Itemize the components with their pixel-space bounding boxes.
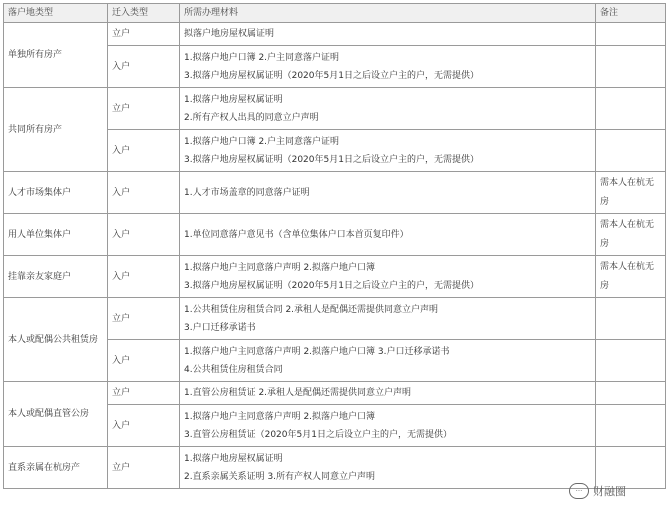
materials-cell (180, 382, 596, 405)
material-line: 1.拟落户地户主同意落户声明 2.拟落户地户口簿 (184, 262, 376, 273)
note-cell (596, 88, 666, 130)
material-line: 1.拟落户地房屋权属证明 (184, 453, 283, 464)
note-cell (596, 130, 666, 172)
move-type-cell: 立户 (108, 88, 180, 130)
material-line: 1.公共租赁住房租赁合同 2.承租人是配偶还需提供同意立户声明 (184, 304, 439, 315)
note-cell (596, 172, 666, 214)
note-cell (596, 23, 666, 46)
header-row (4, 4, 666, 23)
note-cell (596, 214, 666, 256)
settlement-type-cell: 人才市场集体户 (4, 172, 108, 214)
settlement-type-cell: 直系亲属在杭房产 (4, 447, 108, 489)
move-type-cell: 立户 (108, 382, 180, 405)
materials-cell (180, 172, 596, 214)
table-row (4, 88, 666, 130)
note-cell (596, 46, 666, 88)
materials-cell (180, 23, 596, 46)
material-line: 3.拟落户地房屋权属证明（2020年5月1日之后设立户主的户，无需提供） (184, 154, 479, 165)
material-line: 3.直管公房租赁证（2020年5月1日之后设立户主的户，无需提供） (184, 429, 452, 440)
note-cell (596, 256, 666, 298)
table-row (4, 256, 666, 298)
material-line: 1.人才市场盖章的同意落户证明 (184, 187, 310, 198)
watermark (569, 483, 626, 499)
note-line: 房 (600, 280, 610, 291)
header-move-type: 迁入类型 (108, 4, 180, 23)
table-row (4, 214, 666, 256)
material-line: 3.户口迁移承诺书 (184, 322, 256, 333)
move-type-cell: 入户 (108, 214, 180, 256)
table-row (4, 382, 666, 405)
settlement-type-cell: 用人单位集体户 (4, 214, 108, 256)
materials-cell (180, 298, 596, 340)
note-cell (596, 298, 666, 340)
note-cell (596, 382, 666, 405)
wechat-bubble-icon: ··· (569, 483, 589, 499)
move-type-cell: 入户 (108, 130, 180, 172)
move-type-cell: 入户 (108, 172, 180, 214)
move-type-cell: 入户 (108, 256, 180, 298)
header-materials: 所需办理材料 (180, 4, 596, 23)
materials-cell (180, 214, 596, 256)
move-type-cell: 立户 (108, 447, 180, 489)
material-line: 1.拟落户地户主同意落户声明 2.拟落户地户口簿 3.户口迁移承诺书 (184, 346, 450, 357)
settlement-type-cell: 本人或配偶直管公房 (4, 382, 108, 447)
note-line: 需本人在杭无 (600, 219, 655, 230)
note-cell (596, 340, 666, 382)
materials-cell (180, 46, 596, 88)
move-type-cell: 立户 (108, 23, 180, 46)
table-row (4, 172, 666, 214)
settlement-type-cell: 本人或配偶公共租赁房 (4, 298, 108, 382)
material-line: 1.直管公房租赁证 2.承租人是配偶还需提供同意立户声明 (184, 388, 412, 398)
materials-cell (180, 88, 596, 130)
table-row (4, 447, 666, 489)
material-line: 2.所有产权人出具的同意立户声明 (184, 112, 319, 123)
materials-cell (180, 340, 596, 382)
note-line: 房 (600, 238, 610, 249)
note-line: 房 (600, 196, 610, 207)
material-line: 3.拟落户地房屋权属证明（2020年5月1日之后设立户主的户，无需提供） (184, 280, 479, 291)
material-line: 1.单位同意落户意见书（含单位集体户口本首页复印件） (184, 229, 409, 240)
material-line: 1.拟落户地户口簿 2.户主同意落户证明 (184, 136, 340, 147)
move-type-cell: 入户 (108, 340, 180, 382)
material-line: 1.拟落户地房屋权属证明 (184, 94, 283, 105)
material-line: 1.拟落户地户主同意落户声明 2.拟落户地户口簿 (184, 411, 376, 422)
table-row (4, 298, 666, 340)
materials-cell (180, 256, 596, 298)
settlement-materials-table (3, 3, 666, 489)
materials-cell (180, 130, 596, 172)
material-line: 2.直系亲属关系证明 3.所有产权人同意立户声明 (184, 471, 376, 482)
table-row (4, 23, 666, 46)
header-settlement-type: 落户地类型 (4, 4, 108, 23)
settlement-type-cell: 单独所有房产 (4, 23, 108, 88)
note-cell (596, 405, 666, 447)
move-type-cell: 入户 (108, 46, 180, 88)
settlement-type-cell: 挂靠亲友家庭户 (4, 256, 108, 298)
material-line: 3.拟落户地房屋权属证明（2020年5月1日之后设立户主的户，无需提供） (184, 70, 479, 81)
note-line: 需本人在杭无 (600, 261, 655, 272)
header-note: 备注 (596, 4, 666, 23)
note-line: 需本人在杭无 (600, 177, 655, 188)
materials-cell (180, 405, 596, 447)
settlement-type-cell: 共同所有房产 (4, 88, 108, 172)
material-line: 拟落户地房屋权属证明 (184, 29, 275, 39)
material-line: 4.公共租赁住房租赁合同 (184, 364, 283, 375)
move-type-cell: 立户 (108, 298, 180, 340)
material-line: 1.拟落户地户口簿 2.户主同意落户证明 (184, 52, 340, 63)
watermark-text: 财融圈 (593, 485, 626, 498)
materials-cell (180, 447, 596, 489)
move-type-cell: 入户 (108, 405, 180, 447)
